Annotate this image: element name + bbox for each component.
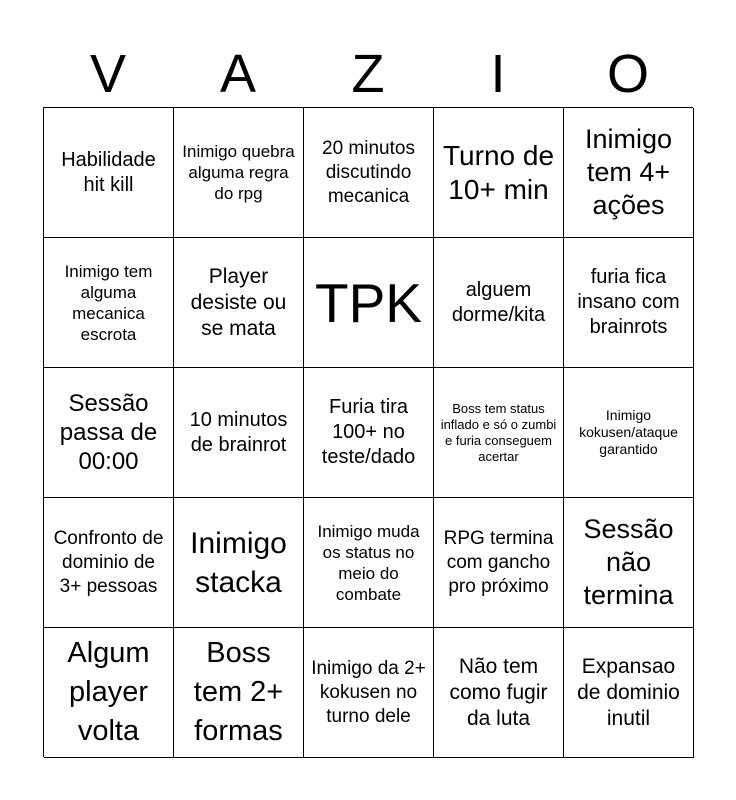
cell-text: Confronto de dominio de 3+ pessoas [53,527,164,597]
cell-text: Inimigo tem alguma mecanica escrota [64,261,153,344]
title-letter-a: A [219,44,257,104]
card-title [43,44,693,104]
cell-text: Não tem como fugir da luta [449,654,548,730]
title-letter-z: Z [351,44,385,104]
bingo-cell[interactable] [434,498,564,628]
cell-text: 20 minutos discutindo mecanica [322,137,415,207]
bingo-cell[interactable] [564,628,694,758]
bingo-cell[interactable] [44,108,174,238]
bingo-cell[interactable] [434,238,564,368]
bingo-cell[interactable] [564,368,694,498]
bingo-cell[interactable] [174,498,304,628]
bingo-cell[interactable] [564,108,694,238]
bingo-cell[interactable] [44,498,174,628]
cell-text: Boss tem status inflado e só o zumbi e furia conseguem acertar [440,400,557,464]
cell-text: furia fica insano com brainrots [577,266,680,338]
bingo-grid [43,107,693,757]
cell-text: Boss tem 2+ formas [193,637,284,747]
cell-text: RPG termina com gancho pro próximo [443,527,554,597]
title-letter-v: V [89,44,127,104]
cell-text: Sessão não termina [583,514,674,610]
title-letter-o: O [606,44,649,104]
bingo-cell[interactable] [304,108,434,238]
cell-text: Inimigo muda os status no meio do combate [317,521,420,604]
cell-text: TPK [315,271,422,334]
bingo-cell[interactable] [44,238,174,368]
cell-text: Player desiste ou se mata [190,264,287,340]
cell-text: Turno de 10+ min [442,139,555,205]
cell-text: Inimigo kokusen/ataque garantido [579,407,678,457]
bingo-cell[interactable] [44,628,174,758]
bingo-cell[interactable] [434,628,564,758]
cell-text: Expansao de dominio inutil [577,654,680,730]
bingo-cell[interactable] [44,368,174,498]
cell-text: Sessão passa de 00:00 [59,390,158,475]
bingo-cell[interactable] [304,368,434,498]
cell-text: Inimigo da 2+ kokusen no turno dele [311,657,426,727]
bingo-cell[interactable] [434,108,564,238]
title-letter-i: I [490,44,506,104]
bingo-cell[interactable] [304,628,434,758]
cell-text: Habilidade hit kill [61,148,156,196]
cell-text: Algum player volta [67,637,150,747]
bingo-cell[interactable] [564,498,694,628]
cell-text: Inimigo stacka [190,526,287,599]
bingo-cell[interactable] [174,238,304,368]
bingo-cell[interactable] [174,628,304,758]
bingo-cell[interactable] [174,368,304,498]
cell-text: Furia tira 100+ no teste/dado [321,396,416,468]
bingo-cell[interactable] [434,368,564,498]
bingo-cell[interactable] [304,498,434,628]
cell-text: Inimigo quebra alguma regra do rpg [182,142,295,203]
cell-text: Inimigo tem 4+ ações [584,124,673,220]
cell-text: 10 minutos de brainrot [189,408,288,456]
cell-text: alguem dorme/kita [451,278,546,326]
bingo-cell[interactable] [564,238,694,368]
bingo-cell[interactable] [304,238,434,368]
bingo-cell[interactable] [174,108,304,238]
